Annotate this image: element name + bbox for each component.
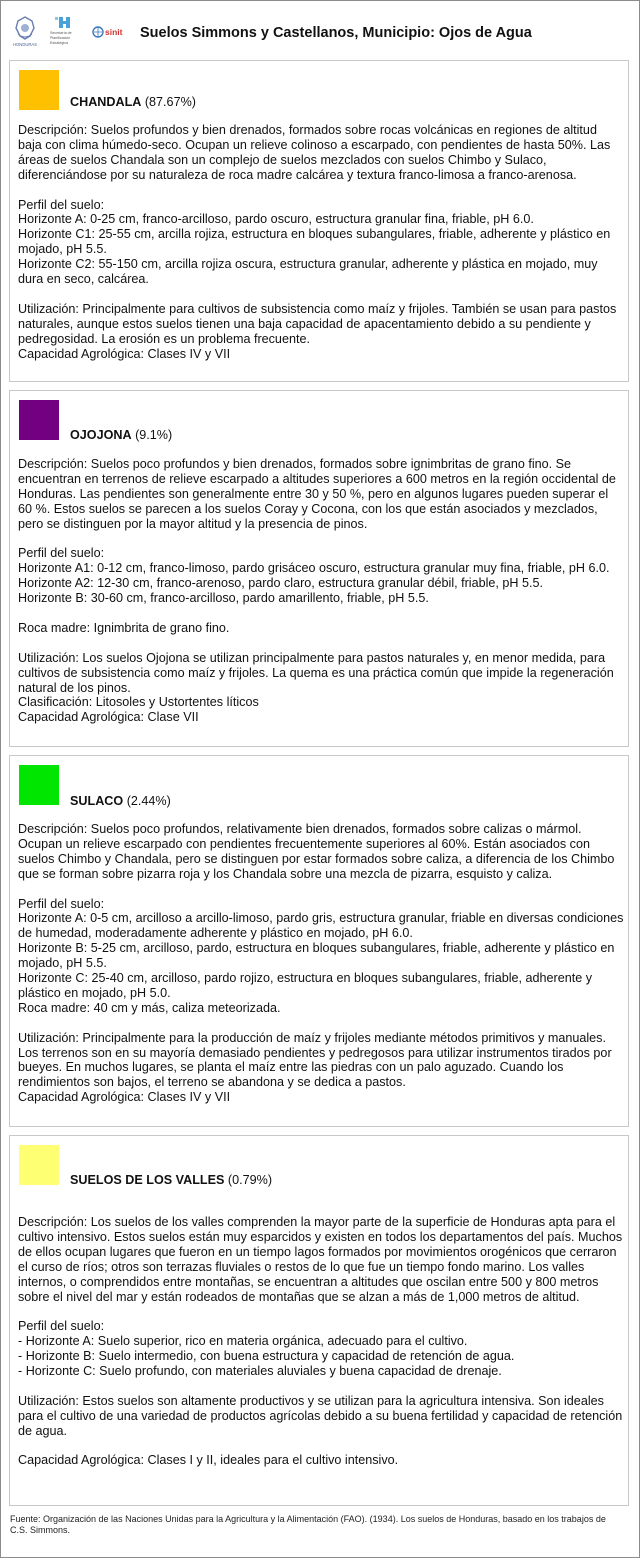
soil-name: OJOJONA	[70, 428, 132, 442]
svg-text:HONDURAS: HONDURAS	[13, 42, 37, 47]
paragraph-gap	[18, 183, 624, 198]
paragraph-gap	[18, 1304, 624, 1319]
text-line: Perfil del suelo:	[18, 197, 105, 212]
soil-name: SUELOS DE LOS VALLES	[70, 1173, 225, 1187]
paragraph-gap	[18, 1016, 624, 1031]
paragraph-gap	[18, 1439, 624, 1454]
honduras-logo	[8, 14, 42, 48]
soil-color-swatch	[19, 765, 59, 805]
paragraph-gap	[18, 606, 624, 621]
soil-title	[70, 95, 196, 109]
soil-title	[70, 794, 171, 808]
soil-title	[70, 428, 172, 442]
text-line: Descripción: Suelos poco profundos y bien drenados, formados sobre ignimbritas de grano fino. Se encuentran en terrenos de relieve escarpado a altitudes superiores a 600 metros en la región occidental de Honduras. Las pendientes son generalmente entre 30 y 50 %, pero en algunos lugares pueden superar el 60 %. Estos suelos se parecen a los suelos Coray y Cocona, con los que están asociados y mezclados, pero se distinguen por la mayor altitud y la presencia de pinos.	[18, 457, 616, 531]
soil-name: CHANDALA	[70, 95, 142, 109]
text-line: Utilización: Los suelos Ojojona se utilizan principalmente para pastos naturales y, en menor medida, para cultivos de subsistencia como maíz y frijoles. La quema es una práctica común que impide la regeneración natural de los pinos.	[18, 650, 614, 695]
text-line: - Horizonte A: Suelo superior, rico en materia orgánica, adecuado para el cultivo.	[18, 1334, 468, 1349]
soil-percent: (87.67%)	[144, 95, 196, 109]
text-line: Horizonte C: 25-40 cm, arcilloso, pardo rojizo, estructura en bloques subangulares, friable, adherente y plástico en mojado, pH 5.0.	[18, 971, 593, 1000]
soil-description	[18, 457, 624, 725]
text-line: Horizonte B: 5-25 cm, arcilloso, pardo, estructura en bloques subangulares, friable, adherente y plástico en mojado, pH 5.5.	[18, 941, 615, 971]
soil-card-valles	[9, 1135, 629, 1506]
soil-name: SULACO	[70, 794, 124, 808]
paragraph-gap	[18, 1379, 624, 1394]
text-line: Perfil del suelo:	[18, 546, 105, 561]
text-line: Utilización: Estos suelos son altamente productivos y se utilizan para la agricultura intensiva. Son ideales para el cultivo de una variedad de productos agrícolas debido a su buena fertilidad y capacidad de retención de agua.	[18, 1393, 623, 1438]
text-line: Utilización: Principalmente para la producción de maíz y frijoles mediante métodos primitivos y manuales. Los terrenos son en su mayoría demasiado pendientes y pedregosos para utilizar instrumentos tirados por bueyes. En muchos lugares, se planta el maíz entre las piedras con un palo aguzado. Cuando los rendimientos son bajos, el terreno se abandona y se dedica a pastos.	[18, 1030, 612, 1090]
svg-text:Secretaría de: Secretaría de	[50, 31, 72, 35]
text-line: Perfil del suelo:	[18, 1319, 105, 1334]
header	[0, 0, 640, 54]
text-line: Horizonte B: 30-60 cm, franco-arcilloso, pardo amarillento, friable, pH 5.5.	[18, 591, 429, 606]
text-line: Horizonte C2: 55-150 cm, arcilla rojiza oscura, estructura granular, adherente y plástica en mojado, muy dura en seco, calcárea.	[18, 257, 598, 287]
soil-color-swatch	[19, 70, 59, 110]
text-line: Descripción: Suelos poco profundos, relativamente bien drenados, formados sobre calizas o mármol. Ocupan un relieve escarpado con pendientes frecuentemente superiores al 60%. Están asociados con suelos Chimbo y Chandala, pero se distinguen por estar formados sobre caliza, a diferencia de los Chimbo que se forman sobre pizarra roja y los Chandala sobre una mezcla de pizarra, esquisto y caliza.	[18, 822, 615, 881]
text-line: Capacidad Agrológica: Clase VII	[18, 710, 199, 725]
sinit-logo	[92, 24, 128, 40]
text-line: Perfil del suelo:	[18, 896, 105, 911]
paragraph-gap	[18, 532, 624, 547]
soil-description	[18, 123, 624, 361]
soil-card-ojojona	[9, 390, 629, 747]
soil-title	[70, 1173, 272, 1187]
text-line: Utilización: Principalmente para cultivos de subsistencia como maíz y frijoles. También se usan para pastos naturales, aunque estos suelos tienen una baja capacidad de apacentamiento debido a su pendiente y pedregosidad. La erosión es un problema frecuente.	[18, 301, 617, 346]
text-line: Capacidad Agrológica: Clases IV y VII	[18, 1090, 231, 1105]
soil-color-swatch	[19, 400, 59, 440]
soil-description	[18, 1215, 624, 1468]
text-line: Horizonte A: 0-5 cm, arcilloso a arcillo-limoso, pardo gris, estructura granular, friable en diversas condiciones de humedad, moderadamente adherente y plástico en mojado, pH 6.0.	[18, 911, 624, 941]
paragraph-gap	[18, 882, 624, 897]
text-line: Horizonte A1: 0-12 cm, franco-limoso, pardo grisáceo oscuro, estructura granular muy fina, friable, pH 6.0.	[18, 561, 610, 576]
paragraph-gap	[18, 636, 624, 651]
page-title: Suelos Simmons y Castellanos, Municipio: Ojos de Agua	[140, 25, 532, 41]
text-line: Capacidad Agrológica: Clases I y II, ideales para el cultivo intensivo.	[18, 1453, 399, 1468]
secretaria-logo	[48, 16, 82, 46]
text-line: Clasificación: Litosoles y Ustortentes líticos	[18, 695, 259, 710]
text-line: Descripción: Suelos profundos y bien drenados, formados sobre rocas volcánicas en regiones de altitud baja con clima húmedo-seco. Ocupan un relieve colinoso a escarpado, con pendientes de hasta 50%. Las áreas de suelos Chandala son un complejo de suelos mezclados con suelos Chimbo y Sulaco, diferenciándose por su naturaleza de roca madre calcárea y textura franco-limosa a franco-arenosa.	[18, 123, 611, 182]
soil-card-chandala	[9, 60, 629, 382]
soil-percent: (2.44%)	[126, 794, 171, 808]
soil-card-sulaco	[9, 755, 629, 1127]
svg-text:Estratégica: Estratégica	[50, 41, 68, 45]
text-line: Roca madre: 40 cm y más, caliza meteorizada.	[18, 1000, 281, 1015]
text-line: - Horizonte C: Suelo profundo, con materiales aluviales y buena capacidad de drenaje.	[18, 1364, 502, 1379]
soil-percent: (0.79%)	[227, 1173, 273, 1187]
svg-text:sinit: sinit	[105, 27, 123, 37]
text-line: Horizonte C1: 25-55 cm, arcilla rojiza, estructura en bloques subangulares, friable, adherente y plástico en mojado, pH 5.5.	[18, 227, 611, 257]
source-citation: Fuente: Organización de las Naciones Unidas para la Agricultura y la Alimentación (FAO). (1934). Los suelos de Honduras, basado en los trabajos de C.S. Simmons.	[10, 1514, 606, 1535]
soil-color-swatch	[19, 1145, 59, 1185]
svg-text:Planificación: Planificación	[50, 36, 71, 40]
text-line: Capacidad Agrológica: Clases IV y VII	[18, 346, 231, 361]
text-line: Descripción: Los suelos de los valles comprenden la mayor parte de la superficie de Honduras apta para el cultivo intensivo. Estos suelos están muy esparcidos y existen en todos los departamentos del país. Muchos de ellos ocupan lugares que fueron en un tiempo lagos formados por movimientos orogénicos que cerraron el curso de ríos; otros son terrazas fluviales o restos de lo que fue un tiempo fondo marino. Los valles internos, o comprendidos entre montañas, se encuentran a altitudes que oscilan entre 500 y 800 metros sobre el nivel del mar y están rodeados de montañas que se alzan a más de 1,000 metros de altitud.	[18, 1215, 623, 1304]
text-line: - Horizonte B: Suelo intermedio, con buena estructura y capacidad de retención de agua.	[18, 1349, 515, 1364]
text-line: Roca madre: Ignimbrita de grano fino.	[18, 620, 230, 635]
paragraph-gap	[18, 287, 624, 302]
soil-description	[18, 822, 624, 1105]
text-line: Horizonte A: 0-25 cm, franco-arcilloso, pardo oscuro, estructura granular fina, friable, pH 6.0.	[18, 212, 534, 227]
text-line: Horizonte A2: 12-30 cm, franco-arenoso, pardo claro, estructura granular débil, friable, pH 5.5.	[18, 576, 544, 591]
soil-percent: (9.1%)	[135, 428, 173, 442]
